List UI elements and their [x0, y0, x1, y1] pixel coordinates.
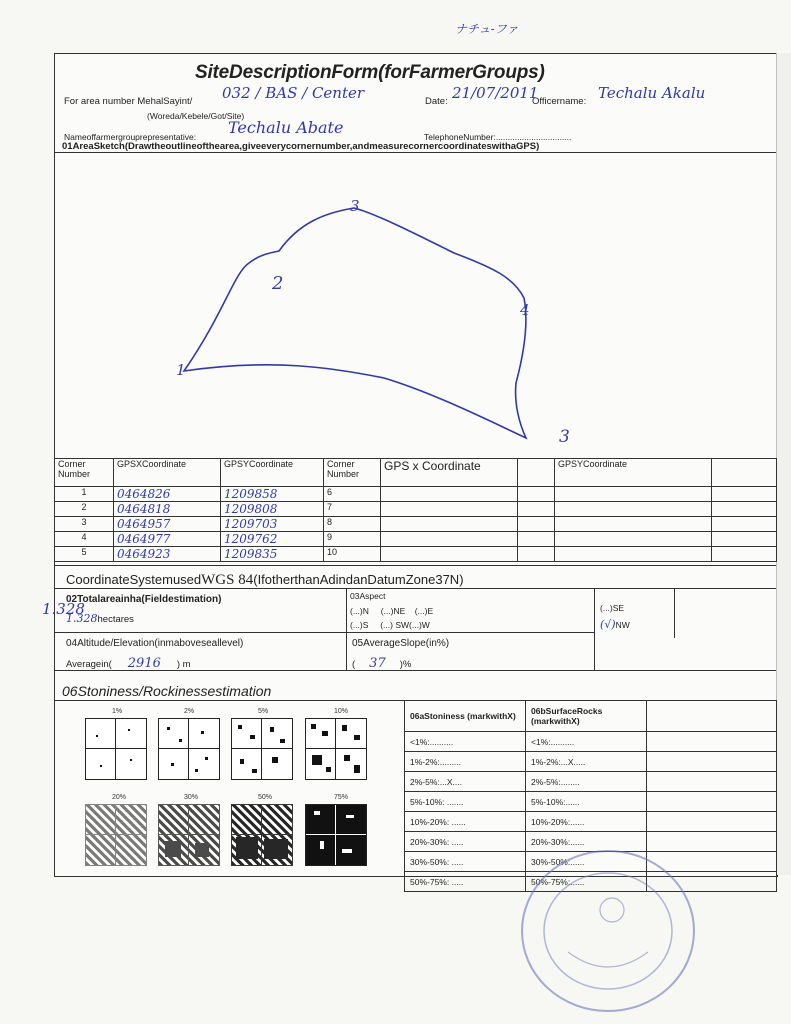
altitude-prefix: Averagein(: [66, 659, 112, 670]
aspect-row-2: (...)S (...) SW(...)W: [350, 620, 430, 630]
pattern-label-30: 30%: [184, 794, 199, 801]
pattern-grid-1: [85, 718, 147, 780]
header-gps-y-1: GPSYCoordinate: [221, 459, 324, 487]
form-title: SiteDescriptionForm(forFarmerGroups): [195, 62, 545, 83]
table-row: 2%-5%:...X.... 2%-5%:........: [405, 772, 777, 792]
slope-suffix: )%: [399, 659, 412, 670]
officer-value: Techalu Akalu: [598, 84, 706, 102]
aspect-se: (...)SE: [600, 603, 625, 613]
slope-value: 37: [369, 656, 386, 671]
pattern-label-20: 20%: [112, 794, 127, 801]
area-sketch: [54, 153, 776, 458]
table-row: 2 0464818 1209808 7: [55, 502, 777, 517]
official-stamp: [508, 842, 708, 1020]
header-gps-x-1: GPSXCoordinate: [114, 459, 221, 487]
stoniness-col-header: 06aStoniness (markwithX): [405, 701, 526, 732]
table-row: 30%-50%: ..... 30%-50%:......: [405, 852, 777, 872]
pattern-label-50: 50%: [258, 794, 273, 801]
pattern-grid-2: [158, 718, 220, 780]
total-area-value: 1.328: [66, 612, 98, 625]
sketch-label-2: 2: [272, 273, 284, 294]
table-row: 5 0464923 1209835 10: [55, 547, 777, 562]
rocks-col-header: 06bSurfaceRocks (markwithX): [526, 701, 647, 732]
sketch-label-5: 3: [350, 197, 360, 215]
table-row: 20%-30%: ..... 20%-30%:......: [405, 832, 777, 852]
sketch-label-3: 3: [559, 427, 570, 447]
aspect-nw: NW: [615, 620, 630, 630]
table-row: 5%-10%: ....... 5%-10%:......: [405, 792, 777, 812]
stoniness-patterns: [85, 708, 385, 878]
pattern-grid-10: [305, 718, 367, 780]
corner-coordinate-table: [54, 458, 777, 562]
altitude-field: [66, 656, 191, 671]
sketch-label-1: 1: [176, 361, 186, 379]
pattern-grid-50: [231, 804, 293, 866]
pattern-grid-20: [85, 804, 147, 866]
header-corner-number-1: Corner Number: [55, 459, 114, 487]
table-row: 4 0464977 1209762 9: [55, 532, 777, 547]
aspect-nw-field: [600, 618, 630, 631]
area-sublabel: (Woreda/Kebele/Got/Site): [147, 111, 245, 121]
altitude-label: 04Altitude/Elevation(inmaboveseallevel): [66, 638, 244, 649]
date-label: Date:: [425, 96, 448, 107]
header-gps-x-2: GPS x Coordinate: [381, 459, 518, 487]
pattern-label-1: 1%: [112, 708, 123, 715]
slope-field: [352, 656, 411, 671]
table-row: 10%-20%: ...... 10%-20%:......: [405, 812, 777, 832]
pattern-grid-75: [305, 804, 367, 866]
pattern-label-5: 5%: [258, 708, 269, 715]
pattern-label-75: 75%: [334, 794, 349, 801]
total-area-unit: hectares: [97, 614, 134, 625]
table-row: 1%-2%:......... 1%-2%:...X.....: [405, 752, 777, 772]
aspect-nw-mark: (√): [600, 618, 616, 631]
table-row: 50%-75%: ..... 50%-75%:......: [405, 872, 777, 892]
area-number-label: For area number MehalSayint/: [64, 96, 193, 107]
table-row: 1 0464826 1209858 6: [55, 487, 777, 502]
area-number-value: 032 / BAS / Center: [222, 84, 365, 102]
aspect-label: 03Aspect: [350, 591, 386, 601]
table-row: 3 0464957 1209703 8: [55, 517, 777, 532]
total-area-label: 02Totalareainha(Fieldestimation): [66, 594, 222, 605]
coordinate-system-suffix: (IfotherthanAdindanDatumZone37N): [253, 572, 464, 587]
sketch-label-4: 4: [520, 301, 530, 319]
pattern-label-2: 2%: [184, 708, 195, 715]
pattern-label-10: 10%: [334, 708, 349, 715]
coordinate-system-label: CoordinateSystemused: [66, 572, 202, 587]
pattern-grid-30: [158, 804, 220, 866]
telephone-label: TelephoneNumber:................................: [424, 132, 572, 142]
stoniness-heading: 06Stoniness/Rockinessestimation: [62, 683, 272, 699]
page-edge: [776, 53, 791, 875]
header-gps-y-2: GPSYCoordinate: [555, 459, 712, 487]
header-corner-number-2: Corner Number: [324, 459, 381, 487]
pattern-grid-5: [231, 718, 293, 780]
coordinate-system-value: WGS 84: [201, 572, 254, 588]
representative-label: Nameoffarmergrouprepresentative:: [64, 132, 197, 142]
area-sketch-heading: 01AreaSketch(Drawtheoutlineofthearea,giveeverycornernumber,andmeasurecornercoordinateswithaGPS): [62, 141, 540, 152]
aspect-row-1: (...)N (...)NE (...)E: [350, 606, 434, 616]
altitude-value: 2916: [127, 656, 161, 671]
representative-value: Techalu Abate: [228, 118, 344, 137]
area-outline: [184, 208, 526, 438]
top-handwritten-note: ナチュ-ファ: [455, 22, 519, 36]
total-area-field: [66, 612, 134, 625]
slope-label: 05AverageSlope(in%): [352, 638, 450, 649]
total-area-margin-note: 1.328: [42, 600, 85, 618]
date-value: 21/07/2011: [452, 84, 539, 102]
officer-label: Officername:: [532, 96, 587, 107]
altitude-suffix: ) m: [176, 659, 191, 670]
slope-prefix: (: [352, 659, 356, 670]
table-row: <1%:.......... <1%:..........: [405, 732, 777, 752]
coordinate-system-line: [66, 572, 464, 589]
